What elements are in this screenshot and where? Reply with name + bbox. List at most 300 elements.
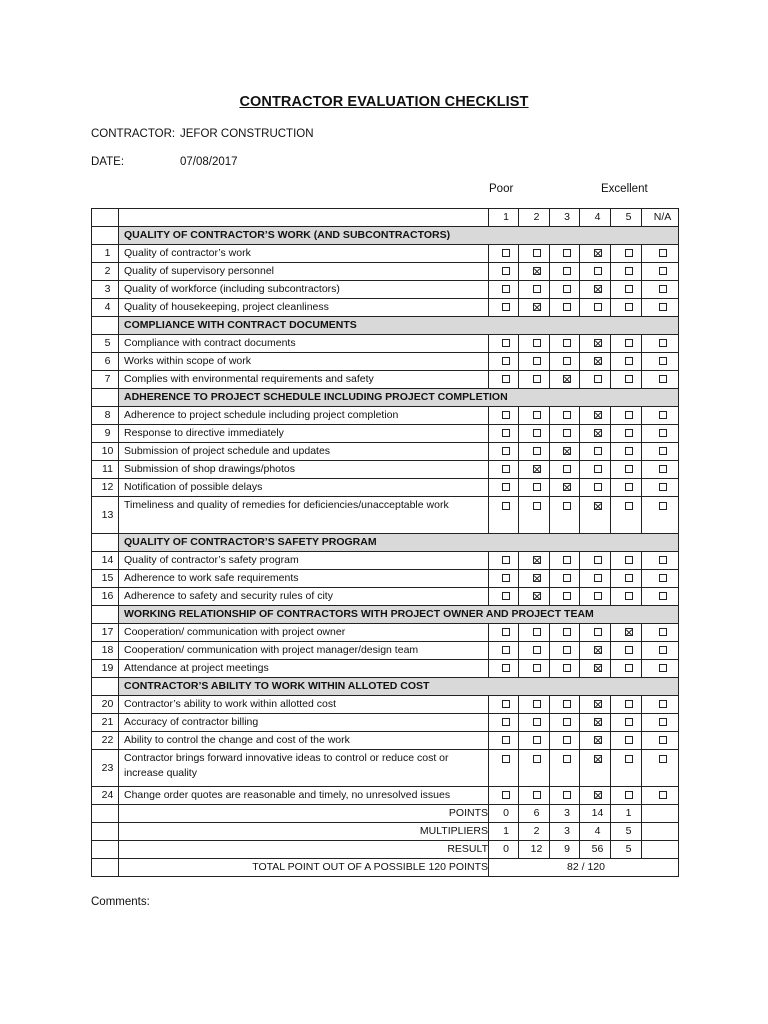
checkbox[interactable]	[594, 465, 602, 473]
checkbox[interactable]	[625, 736, 633, 744]
summary-blank-num	[92, 841, 119, 859]
checkbox[interactable]	[533, 249, 541, 257]
item-number: 11	[92, 461, 119, 479]
item-number: 14	[92, 552, 119, 570]
checkbox[interactable]	[594, 447, 602, 455]
rating-cell	[580, 407, 611, 425]
checkbox[interactable]	[502, 339, 510, 347]
checked-checkbox[interactable]	[563, 483, 571, 491]
checked-checkbox[interactable]	[594, 755, 602, 763]
section-title: WORKING RELATIONSHIP OF CONTRACTORS WITH PROJECT OWNER AND PROJECT TEAM	[119, 606, 679, 624]
rating-cell	[611, 245, 642, 263]
rating-cell	[611, 696, 642, 714]
checked-checkbox[interactable]	[533, 267, 541, 275]
checkbox[interactable]	[659, 628, 667, 636]
rating-cell	[611, 570, 642, 588]
checkbox[interactable]	[533, 339, 541, 347]
header-blank-desc	[119, 209, 489, 227]
comments-label: Comments:	[91, 896, 150, 908]
checked-checkbox[interactable]	[594, 718, 602, 726]
rating-cell	[489, 263, 519, 281]
section-header-row	[92, 534, 679, 552]
checkbox[interactable]	[625, 483, 633, 491]
section-blank-num	[92, 606, 119, 624]
criteria-row	[92, 263, 679, 281]
rating-cell	[550, 642, 580, 660]
criteria-row	[92, 425, 679, 443]
checkbox[interactable]	[625, 755, 633, 763]
checkbox[interactable]	[502, 411, 510, 419]
checkbox[interactable]	[625, 339, 633, 347]
checked-checkbox[interactable]	[533, 592, 541, 600]
checked-checkbox[interactable]	[594, 700, 602, 708]
checked-checkbox[interactable]	[563, 375, 571, 383]
rating-cell	[580, 335, 611, 353]
item-description: Cooperation/ communication with project manager/design team	[119, 642, 489, 660]
checkbox[interactable]	[625, 574, 633, 582]
checkbox[interactable]	[502, 628, 510, 636]
rating-cell	[489, 281, 519, 299]
checkbox[interactable]	[594, 574, 602, 582]
checkbox[interactable]	[563, 249, 571, 257]
rating-cell	[489, 714, 519, 732]
rating-cell	[642, 461, 679, 479]
checkbox[interactable]	[563, 700, 571, 708]
rating-cell	[519, 570, 550, 588]
rating-cell	[611, 588, 642, 606]
checked-checkbox[interactable]	[594, 502, 602, 510]
evaluation-table	[91, 208, 679, 877]
checkbox[interactable]	[502, 502, 510, 510]
checkbox[interactable]	[533, 502, 541, 510]
checkbox[interactable]	[502, 700, 510, 708]
checkbox[interactable]	[625, 303, 633, 311]
rating-cell	[642, 696, 679, 714]
checkbox[interactable]	[502, 664, 510, 672]
item-description: Quality of contractor’s work	[119, 245, 489, 263]
item-description: Change order quotes are reasonable and timely, no unresolved issues	[119, 787, 489, 805]
checkbox[interactable]	[533, 447, 541, 455]
rating-cell	[642, 787, 679, 805]
checkbox[interactable]	[594, 628, 602, 636]
checkbox[interactable]	[502, 556, 510, 564]
rating-cell	[489, 624, 519, 642]
criteria-row	[92, 624, 679, 642]
rating-cell	[489, 353, 519, 371]
summary-label: MULTIPLIERS	[119, 823, 489, 841]
checkbox[interactable]	[659, 447, 667, 455]
checkbox[interactable]	[563, 303, 571, 311]
criteria-row	[92, 461, 679, 479]
checkbox[interactable]	[533, 429, 541, 437]
summary-value: 4	[580, 823, 611, 841]
checkbox[interactable]	[502, 429, 510, 437]
checkbox[interactable]	[533, 791, 541, 799]
rating-cell	[611, 425, 642, 443]
checked-checkbox[interactable]	[594, 339, 602, 347]
checkbox[interactable]	[625, 646, 633, 654]
rating-cell	[519, 642, 550, 660]
section-header-row	[92, 678, 679, 696]
rating-cell	[550, 552, 580, 570]
checkbox[interactable]	[659, 303, 667, 311]
checkbox[interactable]	[563, 646, 571, 654]
checkbox[interactable]	[502, 483, 510, 491]
item-number: 22	[92, 732, 119, 750]
checkbox[interactable]	[563, 791, 571, 799]
summary-value: 14	[580, 805, 611, 823]
checkbox[interactable]	[502, 755, 510, 763]
item-number: 13	[92, 497, 119, 534]
criteria-row	[92, 642, 679, 660]
criteria-row	[92, 407, 679, 425]
rating-cell	[580, 750, 611, 787]
checkbox[interactable]	[625, 357, 633, 365]
rating-cell	[519, 299, 550, 317]
rating-cell	[550, 479, 580, 497]
rating-cell	[519, 714, 550, 732]
item-description: Attendance at project meetings	[119, 660, 489, 678]
rating-cell	[580, 588, 611, 606]
item-number: 7	[92, 371, 119, 389]
checkbox[interactable]	[533, 285, 541, 293]
checkbox[interactable]	[502, 736, 510, 744]
summary-value: 6	[519, 805, 550, 823]
rating-cell	[489, 371, 519, 389]
criteria-row	[92, 497, 679, 534]
checkbox[interactable]	[502, 249, 510, 257]
rating-cell	[550, 624, 580, 642]
checkbox[interactable]	[563, 357, 571, 365]
checkbox[interactable]	[502, 791, 510, 799]
checkbox[interactable]	[659, 736, 667, 744]
rating-cell	[611, 371, 642, 389]
item-number: 1	[92, 245, 119, 263]
rating-cell	[550, 497, 580, 534]
rating-cell	[519, 407, 550, 425]
checkbox[interactable]	[533, 646, 541, 654]
checked-checkbox[interactable]	[594, 736, 602, 744]
checkbox[interactable]	[625, 700, 633, 708]
rating-cell	[519, 335, 550, 353]
rating-cell	[611, 642, 642, 660]
rating-cell	[642, 552, 679, 570]
criteria-row	[92, 353, 679, 371]
rating-cell	[489, 588, 519, 606]
summary-value: 2	[519, 823, 550, 841]
checkbox[interactable]	[625, 249, 633, 257]
rating-cell	[611, 443, 642, 461]
rating-cell	[489, 497, 519, 534]
checkbox[interactable]	[625, 429, 633, 437]
checkbox[interactable]	[563, 502, 571, 510]
rating-cell	[642, 371, 679, 389]
rating-cell	[519, 263, 550, 281]
checkbox[interactable]	[659, 646, 667, 654]
rating-cell	[519, 497, 550, 534]
item-number: 20	[92, 696, 119, 714]
rating-cell	[519, 281, 550, 299]
header-blank-num	[92, 209, 119, 227]
criteria-row	[92, 714, 679, 732]
checkbox[interactable]	[625, 375, 633, 383]
checkbox[interactable]	[594, 375, 602, 383]
item-number: 12	[92, 479, 119, 497]
rating-column-header: 3	[550, 209, 580, 227]
checkbox[interactable]	[659, 339, 667, 347]
checkbox[interactable]	[594, 592, 602, 600]
section-title: ADHERENCE TO PROJECT SCHEDULE INCLUDING PROJECT COMPLETION	[119, 389, 679, 407]
rating-cell	[580, 624, 611, 642]
checked-checkbox[interactable]	[533, 574, 541, 582]
checkbox[interactable]	[563, 339, 571, 347]
checked-checkbox[interactable]	[625, 628, 633, 636]
item-description: Notification of possible delays	[119, 479, 489, 497]
rating-cell	[519, 588, 550, 606]
checkbox[interactable]	[563, 628, 571, 636]
rating-cell	[611, 281, 642, 299]
rating-cell	[550, 570, 580, 588]
checkbox[interactable]	[659, 483, 667, 491]
checkbox[interactable]	[563, 285, 571, 293]
checkbox[interactable]	[594, 303, 602, 311]
rating-cell	[580, 443, 611, 461]
checkbox[interactable]	[563, 664, 571, 672]
criteria-row	[92, 245, 679, 263]
rating-cell	[611, 714, 642, 732]
checked-checkbox[interactable]	[594, 357, 602, 365]
checkbox[interactable]	[625, 664, 633, 672]
checkbox[interactable]	[533, 628, 541, 636]
item-description: Contractor’s ability to work within allotted cost	[119, 696, 489, 714]
rating-cell	[580, 497, 611, 534]
criteria-row	[92, 570, 679, 588]
checkbox[interactable]	[502, 718, 510, 726]
rating-cell	[519, 750, 550, 787]
checkbox[interactable]	[502, 303, 510, 311]
checked-checkbox[interactable]	[594, 646, 602, 654]
checkbox[interactable]	[533, 664, 541, 672]
criteria-row	[92, 552, 679, 570]
item-description: Works within scope of work	[119, 353, 489, 371]
checkbox[interactable]	[659, 592, 667, 600]
checkbox[interactable]	[659, 700, 667, 708]
contractor-label: CONTRACTOR:	[91, 128, 176, 140]
checkbox[interactable]	[659, 556, 667, 564]
checkbox[interactable]	[533, 736, 541, 744]
checkbox[interactable]	[659, 502, 667, 510]
checked-checkbox[interactable]	[533, 556, 541, 564]
checkbox[interactable]	[659, 249, 667, 257]
checkbox[interactable]	[659, 718, 667, 726]
checkbox[interactable]	[502, 267, 510, 275]
checkbox[interactable]	[659, 755, 667, 763]
checkbox[interactable]	[502, 574, 510, 582]
checkbox[interactable]	[502, 447, 510, 455]
item-number: 16	[92, 588, 119, 606]
rating-cell	[519, 353, 550, 371]
rating-cell	[519, 443, 550, 461]
checkbox[interactable]	[563, 556, 571, 564]
checkbox[interactable]	[625, 285, 633, 293]
item-description: Quality of workforce (including subcontractors)	[119, 281, 489, 299]
checked-checkbox[interactable]	[594, 411, 602, 419]
checked-checkbox[interactable]	[533, 465, 541, 473]
rating-column-header: 4	[580, 209, 611, 227]
rating-cell	[550, 263, 580, 281]
checkbox[interactable]	[625, 718, 633, 726]
rating-cell	[642, 624, 679, 642]
checkbox[interactable]	[625, 592, 633, 600]
checked-checkbox[interactable]	[594, 285, 602, 293]
checkbox[interactable]	[502, 357, 510, 365]
item-number: 17	[92, 624, 119, 642]
checkbox[interactable]	[659, 791, 667, 799]
rating-cell	[489, 299, 519, 317]
checkbox[interactable]	[659, 267, 667, 275]
checkbox[interactable]	[533, 483, 541, 491]
checkbox[interactable]	[659, 664, 667, 672]
item-description: Ability to control the change and cost of the work	[119, 732, 489, 750]
rating-cell	[580, 732, 611, 750]
rating-cell	[611, 497, 642, 534]
rating-cell	[519, 371, 550, 389]
summary-label: POINTS	[119, 805, 489, 823]
criteria-row	[92, 660, 679, 678]
checkbox[interactable]	[533, 411, 541, 419]
checkbox[interactable]	[533, 700, 541, 708]
section-blank-num	[92, 678, 119, 696]
checkbox[interactable]	[625, 465, 633, 473]
checkbox[interactable]	[594, 556, 602, 564]
summary-value: 5	[611, 823, 642, 841]
checkbox[interactable]	[625, 556, 633, 564]
section-blank-num	[92, 317, 119, 335]
rating-cell	[580, 245, 611, 263]
checkbox[interactable]	[594, 483, 602, 491]
checkbox[interactable]	[502, 285, 510, 293]
page-title: CONTRACTOR EVALUATION CHECKLIST	[239, 94, 529, 110]
rating-cell	[550, 335, 580, 353]
item-description: Quality of contractor’s safety program	[119, 552, 489, 570]
checked-checkbox[interactable]	[594, 791, 602, 799]
total-row	[92, 859, 679, 877]
checkbox[interactable]	[563, 736, 571, 744]
summary-label: RESULT	[119, 841, 489, 859]
checkbox[interactable]	[563, 267, 571, 275]
checkbox[interactable]	[659, 411, 667, 419]
checkbox[interactable]	[533, 375, 541, 383]
rating-cell	[642, 245, 679, 263]
summary-row	[92, 805, 679, 823]
summary-value: 12	[519, 841, 550, 859]
checkbox[interactable]	[563, 465, 571, 473]
item-number: 19	[92, 660, 119, 678]
checked-checkbox[interactable]	[533, 303, 541, 311]
checkbox[interactable]	[625, 267, 633, 275]
summary-blank-num	[92, 823, 119, 841]
item-description: Complies with environmental requirements and safety	[119, 371, 489, 389]
checkbox[interactable]	[625, 502, 633, 510]
item-description: Adherence to safety and security rules of city	[119, 588, 489, 606]
rating-cell	[519, 624, 550, 642]
rating-cell	[580, 425, 611, 443]
checked-checkbox[interactable]	[594, 429, 602, 437]
checkbox[interactable]	[563, 411, 571, 419]
rating-cell	[489, 443, 519, 461]
rating-cell	[611, 299, 642, 317]
checked-checkbox[interactable]	[594, 664, 602, 672]
rating-cell	[489, 750, 519, 787]
checkbox[interactable]	[563, 574, 571, 582]
rating-cell	[489, 732, 519, 750]
checkbox[interactable]	[533, 718, 541, 726]
rating-cell	[489, 335, 519, 353]
checkbox[interactable]	[533, 357, 541, 365]
item-number: 4	[92, 299, 119, 317]
rating-cell	[580, 570, 611, 588]
checked-checkbox[interactable]	[563, 447, 571, 455]
checkbox[interactable]	[594, 267, 602, 275]
rating-cell	[489, 696, 519, 714]
rating-cell	[550, 461, 580, 479]
rating-cell	[580, 642, 611, 660]
rating-cell	[642, 353, 679, 371]
section-header-row	[92, 389, 679, 407]
rating-cell	[580, 552, 611, 570]
section-title: COMPLIANCE WITH CONTRACT DOCUMENTS	[119, 317, 679, 335]
checkbox[interactable]	[502, 375, 510, 383]
checkbox[interactable]	[659, 285, 667, 293]
checkbox[interactable]	[563, 592, 571, 600]
checkbox[interactable]	[625, 411, 633, 419]
rating-cell	[550, 425, 580, 443]
section-header-row	[92, 317, 679, 335]
rating-cell	[580, 714, 611, 732]
checkbox[interactable]	[502, 592, 510, 600]
checkbox[interactable]	[563, 718, 571, 726]
checkbox[interactable]	[659, 375, 667, 383]
section-blank-num	[92, 389, 119, 407]
checkbox[interactable]	[563, 429, 571, 437]
item-number: 8	[92, 407, 119, 425]
rating-column-header: N/A	[642, 209, 679, 227]
checkbox[interactable]	[502, 465, 510, 473]
checked-checkbox[interactable]	[594, 249, 602, 257]
section-title: QUALITY OF CONTRACTOR’S SAFETY PROGRAM	[119, 534, 679, 552]
checkbox[interactable]	[502, 646, 510, 654]
checkbox[interactable]	[563, 755, 571, 763]
rating-cell	[642, 497, 679, 534]
checkbox[interactable]	[625, 447, 633, 455]
checkbox[interactable]	[659, 574, 667, 582]
checkbox[interactable]	[533, 755, 541, 763]
criteria-row	[92, 696, 679, 714]
rating-cell	[489, 479, 519, 497]
rating-header-row	[92, 209, 679, 227]
checkbox[interactable]	[659, 357, 667, 365]
rating-cell	[489, 660, 519, 678]
criteria-row	[92, 750, 679, 787]
criteria-row	[92, 281, 679, 299]
rating-cell	[642, 570, 679, 588]
checkbox[interactable]	[625, 791, 633, 799]
item-description: Submission of shop drawings/photos	[119, 461, 489, 479]
item-description: Adherence to work safe requirements	[119, 570, 489, 588]
item-description: Quality of supervisory personnel	[119, 263, 489, 281]
checkbox[interactable]	[659, 429, 667, 437]
checkbox[interactable]	[659, 465, 667, 473]
